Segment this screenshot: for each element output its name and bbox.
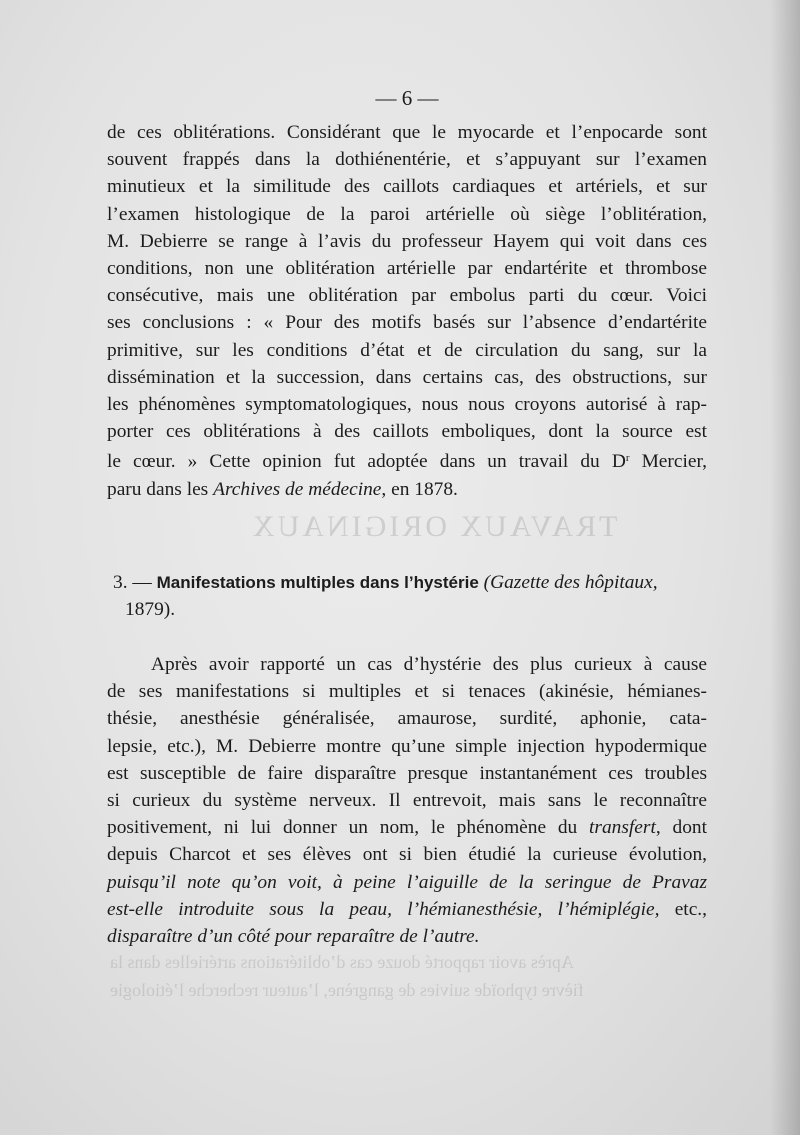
text-line: disparaître d’un côté pour reparaître de l’autre.: [107, 926, 480, 948]
section-number: 3. —: [113, 572, 152, 593]
paragraph: [107, 119, 707, 503]
bleed-through-line: Après avoir rapporté douze cas d’oblitérations artérielles dans la: [110, 952, 574, 972]
section-title: Manifestations multiples dans l’hystérie: [156, 573, 479, 592]
text-line: l’examen histologique de la paroi artérielle où siège l’oblitération,: [107, 203, 707, 225]
bleed-through-line: fièvre typhoïde suivies de gangrène, l’auteur recherche l’étiologie: [110, 980, 584, 1000]
text-segment: Mercier,: [629, 451, 707, 473]
text-line: [107, 476, 707, 503]
text-line: puisqu’il note qu’on voit, à peine l’aiguille de la seringue de Pravaz: [107, 871, 707, 893]
text-segment: , dont: [655, 817, 707, 839]
text-line: M. Debierre se range à l’avis du professeur Hayem qui voit dans ces: [107, 230, 707, 252]
italic-term: transfert: [589, 817, 656, 839]
text-line: ses conclusions : « Pour des motifs basés sur l’absence d’endartérite: [107, 312, 707, 334]
text-line: Après avoir rapporté un cas d’hystérie des plus curieux à cause: [151, 654, 707, 675]
text-line: thésie, anesthésie généralisée, amaurose, surdité, aphonie, cata-: [107, 708, 707, 730]
text-line: [107, 896, 707, 923]
paragraph: [107, 651, 707, 950]
text-line: primitive, sur les conditions d’état et de circulation du sang, sur la: [107, 339, 707, 361]
text-line: de ses manifestations si multiples et si tenaces (akinésie, hémianes-: [107, 681, 707, 703]
superscript: r: [625, 452, 630, 465]
text-line: les phénomènes symptomatologiques, nous nous croyons autorisé à rap-: [107, 394, 707, 416]
text-line: est susceptible de faire disparaître presque instantanément ces troubles: [107, 762, 707, 784]
text-segment: le cœur. » Cette opinion fut adoptée dans un travail du D: [107, 451, 626, 473]
italic-segment: est-elle introduite sous la peau, l’hémianesthésie, l’hémiplégie,: [107, 898, 660, 920]
section-heading: [107, 569, 717, 623]
text-line: minutieux et la similitude des caillots cardiaques et artériels, et sur: [107, 176, 707, 198]
text-line: depuis Charcot et ses élèves ont si bien étudié la curieuse évolution,: [107, 844, 707, 866]
text-line: porter ces oblitérations à des caillots emboliques, dont la source est: [107, 421, 707, 443]
text-line: consécutive, mais une oblitération par embolus parti du cœur. Voici: [107, 285, 707, 307]
text-line: souvent frappés dans la dothiénentérie, et s’appuyant sur l’examen: [107, 149, 707, 171]
page-number: — 6 —: [375, 86, 439, 110]
bleed-through-heading: TRAVAUX ORIGINAUX: [250, 510, 618, 543]
text-line: de ces oblitérations. Considérant que le myocarde et l’enpocarde sont: [107, 122, 707, 143]
text-segment: paru dans les: [107, 478, 214, 500]
text-segment: positivement, ni lui donner un nom, le phénomène du: [107, 817, 578, 839]
section-source: (Gazette des hôpitaux,: [483, 572, 658, 593]
text-segment: , en 1878.: [381, 478, 458, 500]
text-line: conditions, non une oblitération artérielle par endartérite et thrombose: [107, 258, 707, 280]
page-edge-shadow: [770, 0, 800, 1135]
text-line: si curieux du système nerveux. Il entrevoit, mais sans le reconnaître: [107, 790, 707, 812]
section-year: 1879).: [125, 599, 176, 621]
text-line: lepsie, etc.), M. Debierre montre qu’une simple injection hypodermique: [107, 735, 707, 757]
text-line: [107, 814, 707, 841]
journal-title: Archives de médecine: [213, 478, 382, 500]
text-line: dissémination et la succession, dans certains cas, des obstructions, sur: [107, 366, 707, 388]
text-line: [107, 445, 707, 475]
text-segment: etc.,: [659, 898, 707, 920]
